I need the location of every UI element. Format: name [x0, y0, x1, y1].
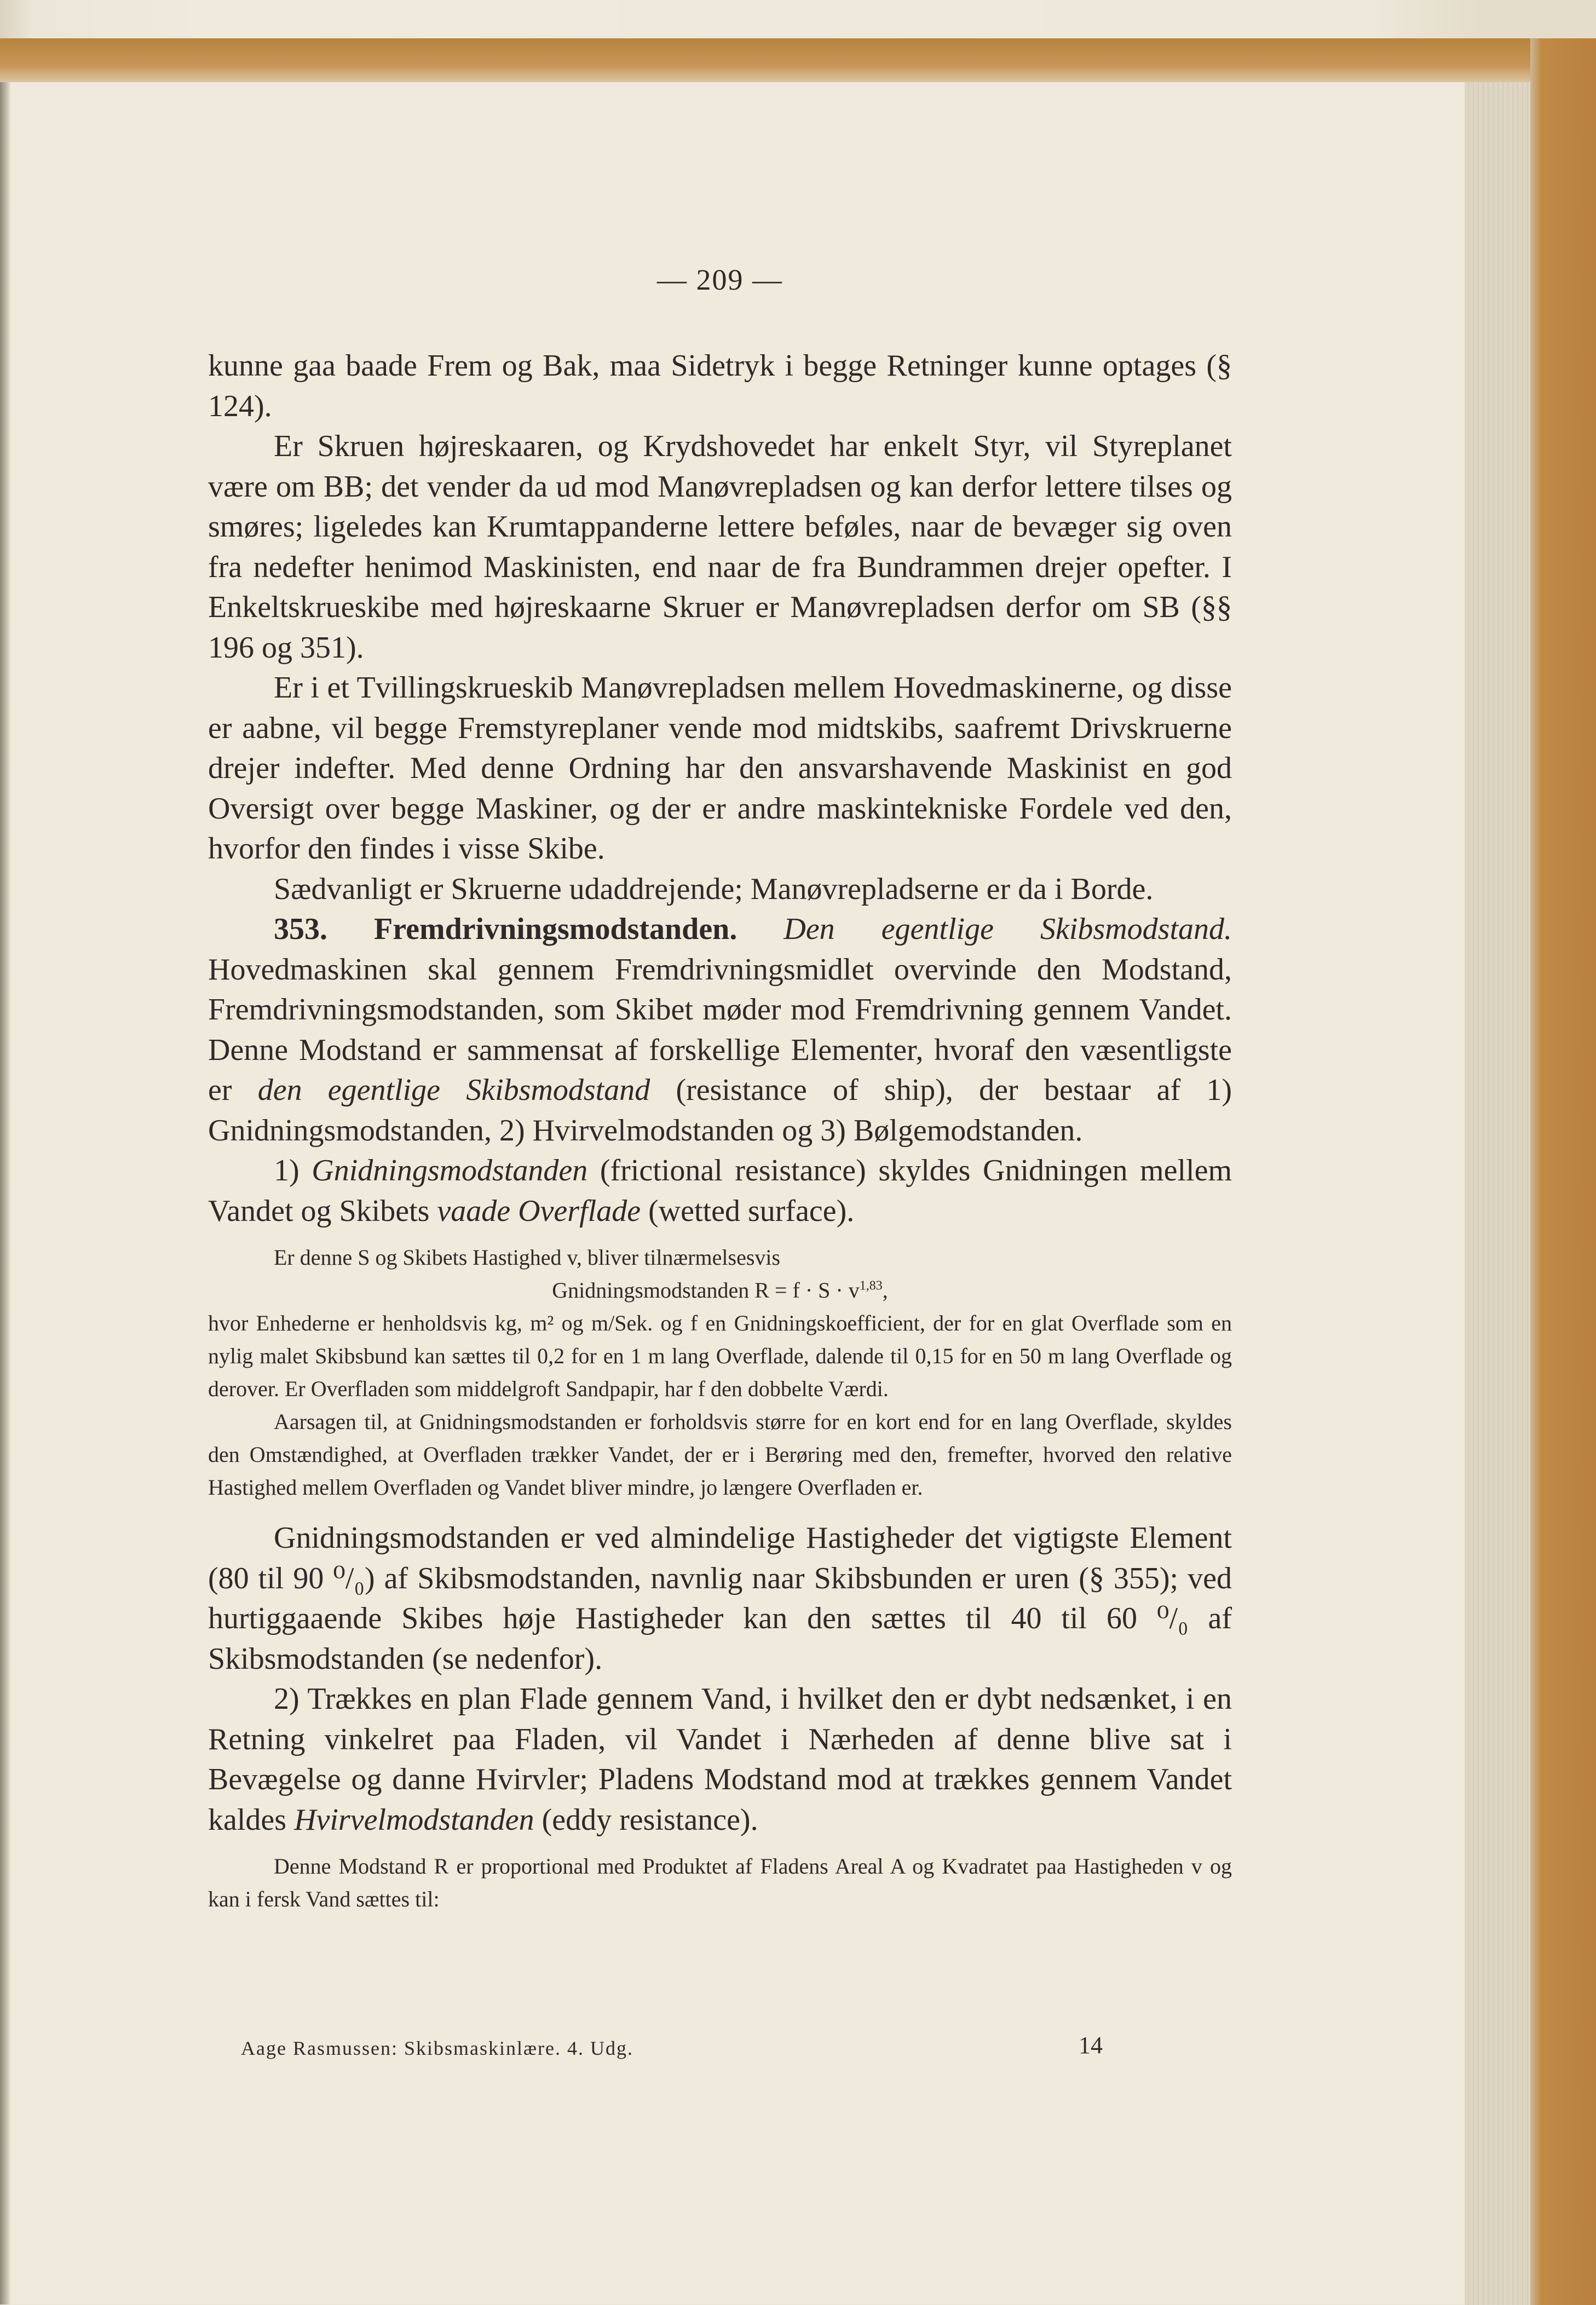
paragraph-3: Er i et Tvillingskrueskib Manøvrepladsen mellem Hovedmaskinerne, og disse er aabne, vil begge Fremstyreplaner vende mod midtskibs, saafremt Drivskruerne drejer indefter. Med denne Ordning har den ansvarshavende Maskinist en god Oversigt over begge Maskiner, og der er andre maskintekniske Fordele ved den, hvorfor den findes i visse Skibe. — [208, 671, 1232, 866]
paragraph-4: Sædvanligt er Skruerne udaddrejende; Manøvrepladserne er da i Borde. — [274, 872, 1154, 906]
page-number: — 209 — — [657, 263, 783, 296]
eddy-text-2: (eddy resistance). — [534, 1802, 758, 1837]
small-text-3: Denne Modstand R er proportional med Produktet af Fladens Areal A og Kvadratet paa Hastigheden v og kan i fersk Vand sættes til: — [208, 1854, 1232, 1911]
section-number: 353. — [274, 912, 327, 946]
page-stack-edge — [1465, 82, 1530, 2305]
eddy-text-1: 2) Trækkes en plan Flade gennem Vand, i hvilket den er dybt nedsænket, i en Retning vinkelret paa Fladen, vil Vandet i Nærheden af denne blive sat i Bevægelse og danne Hvirvler; Pladens Modstand mod at trækkes gennem Vandet kaldes — [208, 1682, 1232, 1837]
friction-formula — [208, 1274, 1232, 1307]
friction-text-2: (wetted surface). — [641, 1194, 855, 1228]
section-353 — [208, 909, 1232, 1151]
formula-text: Gnidningsmodstanden R = f · S · v — [552, 1278, 860, 1303]
section-term: den egentlige Skibsmodstand — [257, 1073, 650, 1107]
friction-term-2: vaade Overflade — [437, 1194, 641, 1228]
small-text-2: Aarsagen til, at Gnidningsmodstanden er forholdsvis større for en kort end for en lang Overflade, skyldes den Omstændighed, at Overfladen trækker Vandet, der er i Berøring med den, fremefter, hvorved den relative Hastighed mellem Overfladen og Vandet bliver mindre, jo længere Overfladen er. — [208, 1409, 1232, 1500]
book-spine-shadow — [0, 82, 11, 2304]
paragraph-1: kunne gaa baade Frem og Bak, maa Sidetryk i begge Retninger kunne optages (§ 124). — [208, 349, 1232, 423]
eddy-term: Hvirvelmodstanden — [294, 1802, 534, 1837]
small-line-1: Er denne S og Skibets Hastighed v, bliver tilnærmelsesvis — [274, 1245, 781, 1270]
book-cover-side-edge — [1530, 38, 1596, 2305]
small-print-block-1 — [208, 1241, 1232, 1504]
friction-term: Gnidningsmodstanden — [312, 1154, 588, 1188]
sheet-number: 14 — [1079, 2032, 1103, 2059]
friction-text-1: (frictional resistance) skyldes Gnidningen mellem Vandet og Skibets — [208, 1154, 1232, 1228]
friction-paragraph — [208, 1151, 1232, 1231]
section-subtitle: Den egentlige Skibsmodstand. — [783, 912, 1232, 946]
eddy-paragraph — [208, 1679, 1232, 1840]
paragraph-friction-share: Gnidningsmodstanden er ved almindelige Hastigheder det vigtigste Element (80 til 90 ⁰/₀) af Skibsmodstanden, navnlig naar Skibsbunden er uren (§ 355); ved hurtiggaaende Skibes høje Hastigheder kan den sættes til 40 til 60 ⁰/₀ af Skibsmodstanden (se nedenfor). — [208, 1521, 1232, 1676]
section-title: Fremdrivningsmodstanden. — [374, 912, 737, 946]
friction-lead: 1) — [274, 1154, 312, 1188]
section-text-2: (resistance of ship), der bestaar af 1) Gnidningsmodstanden, 2) Hvirvelmodstanden og 3) Bølgemodstanden. — [208, 1073, 1232, 1148]
section-text-1: Hovedmaskinen skal gennem Fremdrivningsmidlet overvinde den Modstand, Fremdrivningsmodstanden, som Skibet møder mod Fremdrivning gennem Vandet. Denne Modstand er sammensat af forskellige Elementer, hvoraf den væsentligste er — [208, 952, 1232, 1107]
small-text-1: hvor Enhederne er henholdsvis kg, m² og m/Sek. og f en Gnidningskoefficient, der for en glat Overflade som en nylig malet Skibsbund kan sættes til 0,2 for en 1 m lang Overflade, dalende til 0,15 for en 50 m lang Overflade og derover. Er Overfladen som middelgroft Sandpapir, har f den dobbelte Værdi. — [208, 1311, 1232, 1401]
book-footer: Aage Rasmussen: Skibsmaskinlære. 4. Udg. — [241, 2037, 633, 2059]
small-print-block-2 — [208, 1850, 1232, 1916]
formula-end: , — [882, 1278, 888, 1303]
paragraph-2: Er Skruen højreskaaren, og Krydshovedet har enkelt Styr, vil Styreplanet være om BB; det vender da ud mod Manøvrepladsen og kan derfor lettere tilses og smøres; ligeledes kan Krumtappanderne lettere beføles, naar de bevæger sig oven fra nedefter henimod Maskinisten, end naar de fra Bundrammen drejer opefter. I Enkeltskrueskibe med højreskaarne Skruer er Manøvrepladsen derfor om SB (§§ 196 og 351). — [208, 429, 1232, 665]
book-cover-top-edge — [0, 38, 1596, 82]
formula-exponent: 1,83 — [859, 1278, 883, 1293]
page-content — [208, 263, 1232, 1930]
